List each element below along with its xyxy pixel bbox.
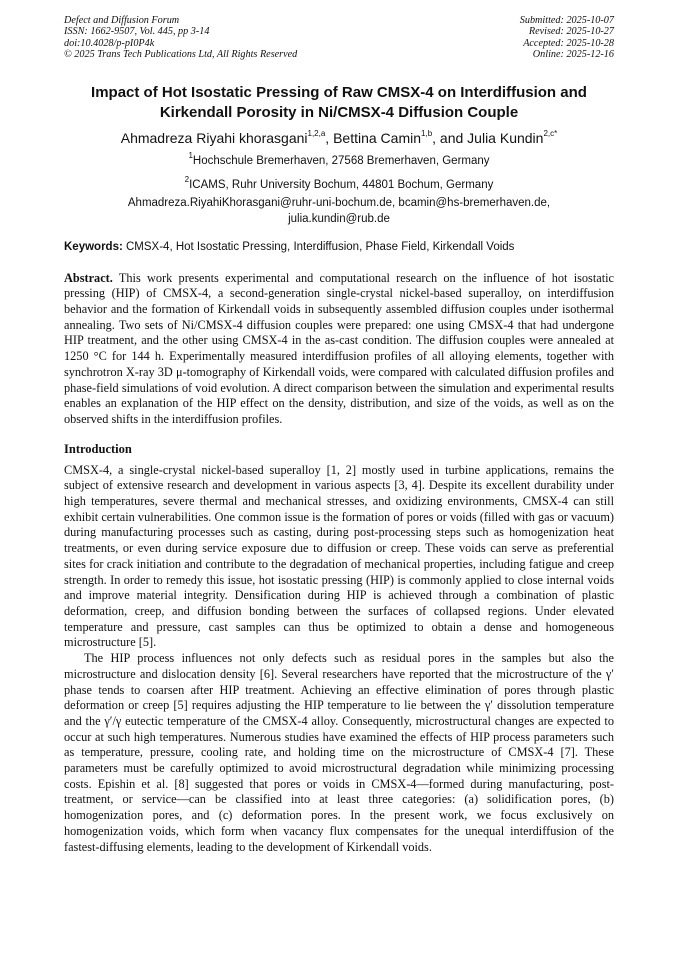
affiliation-mark: 2: [184, 174, 190, 184]
author-affil-mark: 2,c*: [543, 128, 558, 138]
email-line[interactable]: julia.kundin@rub.de: [288, 212, 390, 225]
journal-header: [64, 15, 614, 61]
author-name: Bettina Camin: [333, 129, 422, 146]
revised-date: Revised: 2025-10-27: [528, 26, 614, 38]
intro-paragraph-1: CMSX-4, a single-crystal nickel-based superalloy [1, 2] mostly used in turbine applications, remains the subject of extensive research and development in various aspects [3, 4]. Despite its excellent durability under high temperatures, severe thermal and mechanical stresses, and oxidizing environments, CMSX-4 can still exhibit certain vulnerabilities. One common issue is the formation of pores or voids (filled with gas or vacuum) during manufacturing processes such as casting, during post-processing steps such as homogenization heat treatments, or even during service exposure due to diffusion or creep. These voids can serve as preferential sites for crack initiation and contribute to the degradation of mechanical properties, including fatigue and creep strength. In order to remedy this issue, hot isostatic pressing (HIP) is commonly applied to close internal voids and improve material integrity. Densification during HIP is achieved through a combination of plastic deformation, creep, and diffusion bonding between the surfaces of collapsed regions. Under elevated temperature and pressure, cast samples can thus be optimized to obtain a dense and homogeneous microstructure [5].: [64, 462, 614, 650]
intro-paragraph-2: The HIP process influences not only defects such as residual pores in the samples but also the microstructure and dislocation density [6]. Several researchers have reported that the microstructure of the γ′ phase tends to coarsen after HIP treatment. Achieving an effective elimination of pores through plastic deformation or creep [5] requires adjusting the HIP temperature to lie between the γ′ dissolution temperature and the γ′/γ eutectic temperature of the CMSX-4 alloy. Consequently, microstructural changes are expected to occur at such high temperatures. Numerous studies have examined the effects of HIP process parameters such as temperature, pressure, cooling rate, and holding time on the microstructure of CMSX-4 [7]. These parameters must be carefully optimized to avoid microstructural degradation while minimizing processing costs. Epishin et al. [8] suggested that pores or voids in CMSX-4—formed during manufacturing, post-treatment, or service—can be classified into at least three categories: (a) solidification pores, (b) homogenization pores, and (c) deformation pores. In the present work, we focus exclusively on homogenization voids, which form when vacancy flux compensates for the unequal interdiffusion of the fastest-diffusing elements, leading to the development of Kirkendall voids.: [64, 651, 614, 854]
abstract-label: Abstract.: [64, 270, 113, 285]
author-separator: , and: [432, 129, 468, 146]
paper-page: [64, 15, 614, 855]
author-list: [64, 129, 614, 148]
doi[interactable]: doi:10.4028/p-pI0P4k: [64, 37, 155, 49]
keywords-label: Keywords:: [64, 240, 123, 253]
section-heading-introduction: Introduction: [64, 441, 132, 456]
author-affil-mark: 1,2,a: [307, 128, 326, 138]
keywords: [64, 240, 614, 255]
abstract-text: This work presents experimental and computational research on the influence of hot isostatic pressing (HIP) of CMSX-4, a second-generation single-crystal nickel-based superalloy, on interdiffusion behavior and the formation of Kirkendall voids in subsequently assembled diffusion couples under isothermal annealing. Two sets of Ni/CMSX-4 diffusion couples were prepared: one using CMSX-4 that had undergone HIP treatment, and the other using CMSX-4 in the as-cast condition. The diffusion couples were annealed at 1250 °C for 144 h. Experimentally measured interdiffusion profiles of all alloying elements, together with synchrotron X-ray 3D μ-tomography of Kirkendall voids, were compared with calculated diffusion profiles and phase-field simulations of void evolution. A direct comparison between the simulation and experimental results enables an explanation of the HIP effect on the density, distribution, and size of the voids, as well as on the observed shifts in the interdiffusion profiles.: [64, 270, 614, 426]
issn-volume: ISSN: 1662-9507, Vol. 445, pp 3-14: [64, 26, 210, 38]
affiliation-text: Hochschule Bremerhaven, 27568 Bremerhaven, Germany: [192, 154, 490, 167]
author-emails: [64, 195, 614, 227]
accepted-date: Accepted: 2025-10-28: [523, 37, 614, 49]
author-separator: ,: [325, 129, 334, 146]
affiliation-mark: 1: [188, 150, 193, 160]
paper-title: Impact of Hot Isostatic Pressing of Raw CMSX-4 on Interdiffusion and Kirkendall Porosity in Ni/CMSX-4 Diffusion Couple: [91, 83, 587, 121]
email-line[interactable]: Ahmadreza.RiyahiKhorasgani@ruhr-uni-bochum.de, bcamin@hs-bremerhaven.de,: [127, 196, 551, 209]
online-date: Online: 2025-12-16: [532, 49, 614, 61]
publication-dates: [520, 15, 614, 61]
author-name: Ahmadreza Riyahi khorasgani: [120, 129, 308, 146]
abstract: [64, 271, 614, 428]
copyright: © 2025 Trans Tech Publications Ltd, All Rights Reserved: [64, 49, 298, 61]
journal-info: [64, 15, 297, 61]
keywords-text: CMSX-4, Hot Isostatic Pressing, Interdiffusion, Phase Field, Kirkendall Voids: [126, 240, 515, 253]
affiliation-text: ICAMS, Ruhr University Bochum, 44801 Bochum, Germany: [189, 178, 494, 191]
submitted-date: Submitted: 2025-10-07: [519, 15, 614, 26]
journal-name: Defect and Diffusion Forum: [64, 15, 180, 26]
author-name: Julia Kundin: [467, 129, 544, 146]
affiliation-1: [64, 150, 614, 169]
author-affil-mark: 1,b: [421, 128, 433, 138]
affiliation-2: [64, 174, 614, 193]
